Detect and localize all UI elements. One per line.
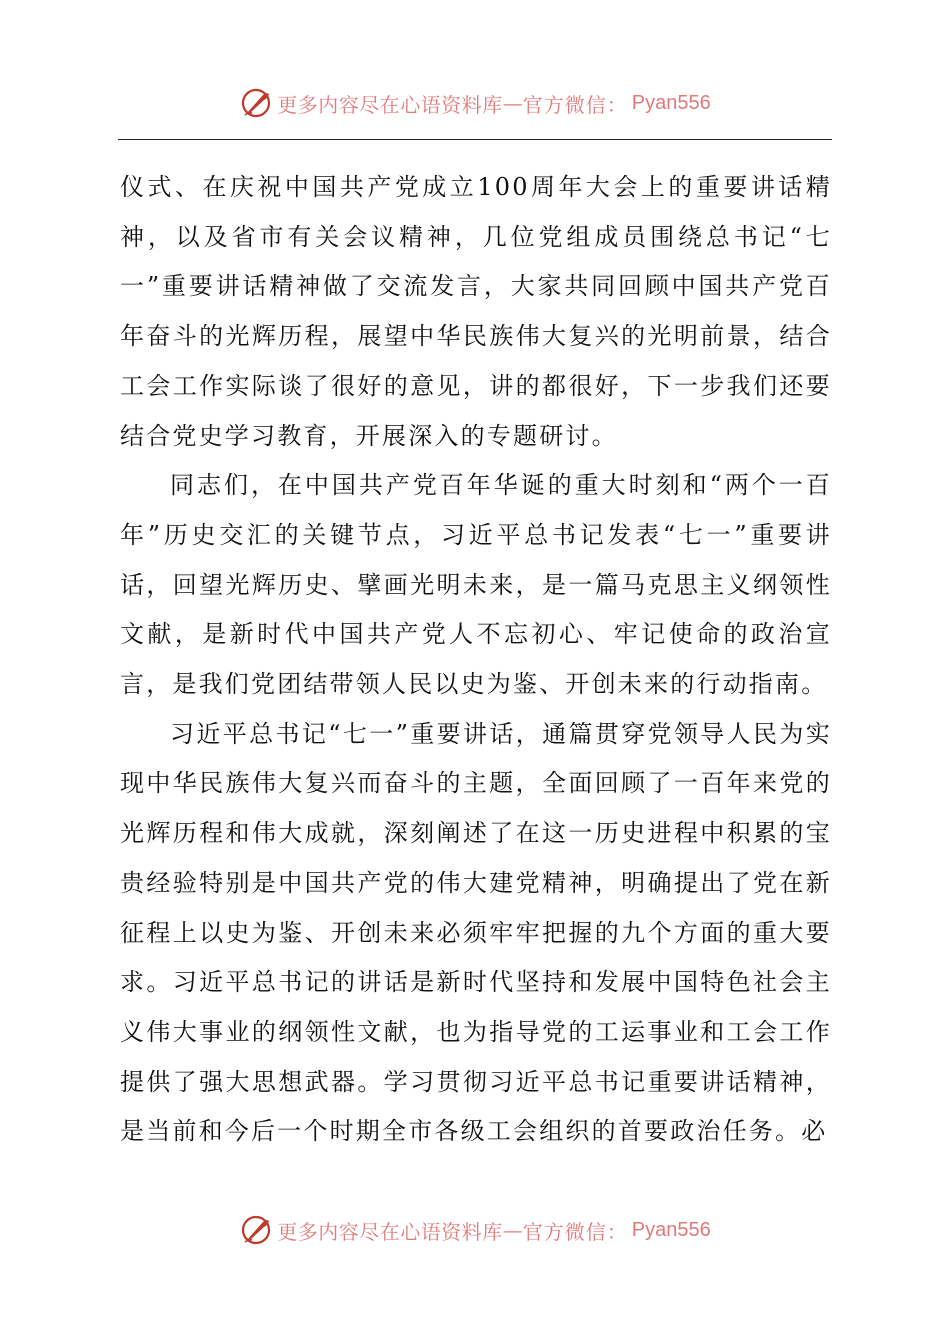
banner-title: 更多内容尽在心语资料库 (277, 1219, 503, 1244)
banner-dash: — (502, 91, 523, 115)
banner-title: 更多内容尽在心语资料库 (277, 92, 503, 117)
header-banner (0, 83, 950, 123)
banner-wechat-id: Pyan556 (631, 1218, 711, 1241)
banner-dash: — (502, 1218, 523, 1242)
banner-wechat-label: 官方微信： (522, 1219, 628, 1244)
paragraph: 同志们，在中国共产党百年华诞的重大时刻和“两个一百年”历史交汇的关键节点，习近平总书记发表“七一”重要讲话，回望光辉历史、擘画光明未来，是一篇马克思主义纲领性文献，是新时代中国共产党人不忘初心、牢记使命的政治宣言，是我们党团结带领人民以史为鉴、开创未来的行动指南。 (120, 471, 832, 699)
document-body (120, 163, 832, 1157)
paragraph-continuation: 仪式、在庆祝中国共产党成立100周年大会上的重要讲话精神，以及省市有关会议精神，几位党组成员围绕总书记“七一”重要讲话精神做了交流发言，大家共同回顾中国共产党百年奋斗的光辉历程，展望中华民族伟大复兴的光明前景，结合工会工作实际谈了很好的意见，讲的都很好，下一步我们还要结合党史学习教育，开展深入的专题研讨。 (120, 173, 832, 450)
banner-wechat-id: Pyan556 (631, 91, 711, 114)
quill-logo-icon (239, 86, 273, 120)
footer-banner (0, 1210, 950, 1250)
quill-logo-icon (239, 1213, 273, 1247)
header-divider (118, 139, 832, 140)
paragraph: 习近平总书记“七一”重要讲话，通篇贯穿党领导人民为实现中华民族伟大复兴而奋斗的主题，全面回顾了一百年来党的光辉历程和伟大成就，深刻阐述了在这一历史进程中积累的宝贵经验特别是中国共产党的伟大建党精神，明确提出了党在新征程上以史为鉴、开创未来必须牢牢把握的九个方面的重大要求。习近平总书记的讲话是新时代坚持和发展中国特色社会主义伟大事业的纲领性文献，也为指导党的工运事业和工会工作提供了强大思想武器。学习贯彻习近平总书记重要讲话精神，是当前和今后一个时期全市各级工会组织的首要政治任务。必 (120, 719, 832, 1146)
banner-wechat-label: 官方微信： (522, 92, 628, 117)
